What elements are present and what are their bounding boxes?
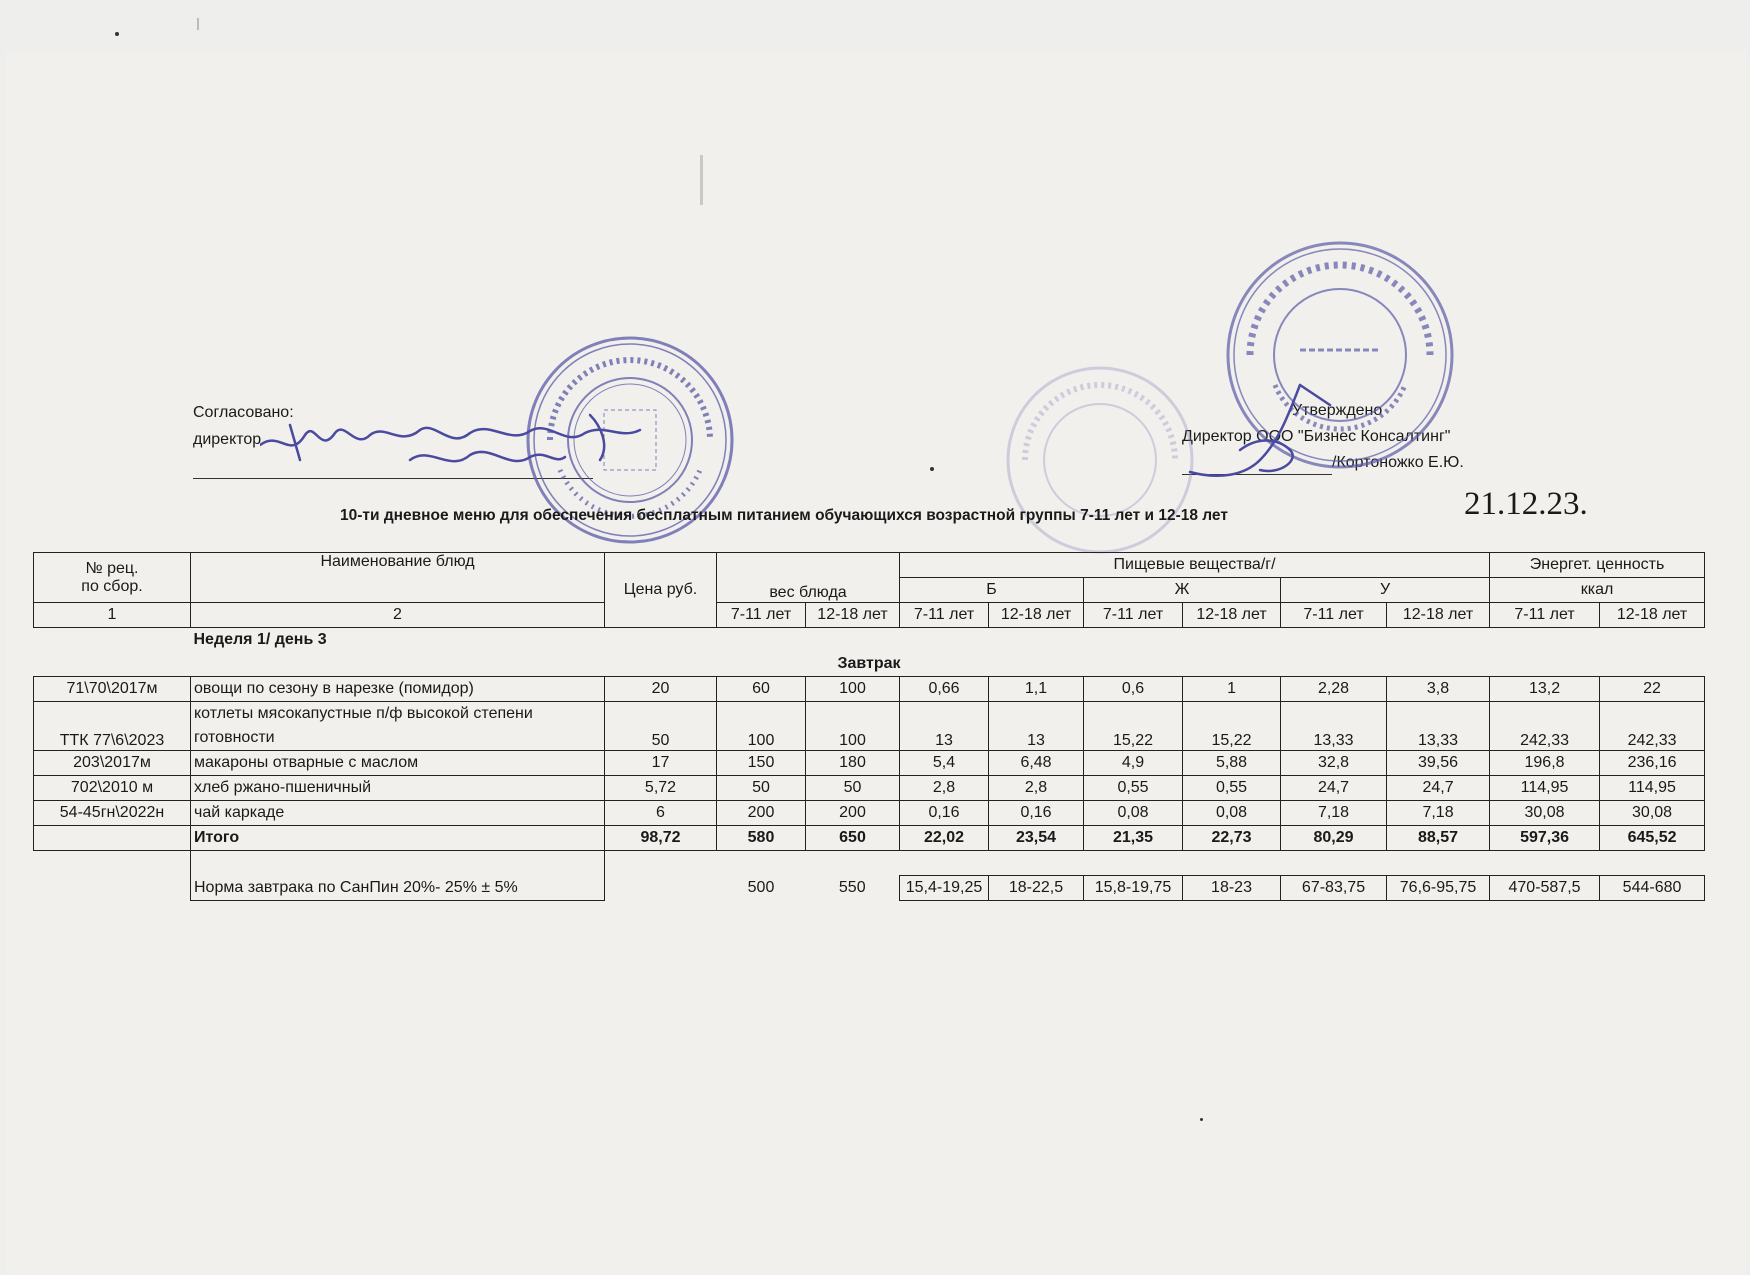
weight-old: 50 <box>806 776 900 801</box>
total-price: 98,72 <box>605 826 717 851</box>
table-row <box>34 776 1705 801</box>
total-kcal-young: 597,36 <box>1490 826 1600 851</box>
rec-number: 702\2010 м <box>34 776 191 801</box>
carbs-old: 7,18 <box>1387 801 1490 826</box>
table-row <box>34 801 1705 826</box>
header-col-1: 1 <box>34 603 191 628</box>
fat-old: 0,08 <box>1183 801 1281 826</box>
norm-carbs-young: 67-83,75 <box>1281 876 1387 901</box>
director-label: директор <box>193 431 262 448</box>
left-signature <box>260 405 660 485</box>
norm-weight-old: 550 <box>838 879 866 896</box>
carbs-old: 3,8 <box>1387 677 1490 702</box>
age-12-18-fat: 12-18 лет <box>1183 603 1281 628</box>
protein-old: 2,8 <box>989 776 1084 801</box>
table-row <box>34 677 1705 702</box>
fat-old: 5,88 <box>1183 751 1281 776</box>
kcal-young: 114,95 <box>1490 776 1600 801</box>
fat-old: 15,22 <box>1183 702 1281 751</box>
approved-by-label: Утверждено <box>1292 402 1383 419</box>
weight-old: 200 <box>806 801 900 826</box>
norm-label: Норма завтрака по СанПин 20%- 25% ± 5% <box>191 876 605 901</box>
fat-young: 4,9 <box>1084 751 1183 776</box>
scan-speck <box>1200 1118 1203 1121</box>
norm-protein-old: 18-22,5 <box>989 876 1084 901</box>
faint-stamp <box>1000 360 1200 560</box>
empty-cell <box>605 876 717 901</box>
carbs-young: 2,28 <box>1281 677 1387 702</box>
protein-old: 1,1 <box>989 677 1084 702</box>
fat-young: 0,6 <box>1084 677 1183 702</box>
scan-speck <box>197 18 199 30</box>
carbs-young: 7,18 <box>1281 801 1387 826</box>
weight-old: 100 <box>806 702 900 751</box>
price: 20 <box>605 677 717 702</box>
weight-old: 180 <box>806 751 900 776</box>
carbs-old: 39,56 <box>1387 751 1490 776</box>
meal-label: Завтрак <box>837 655 901 672</box>
header-carbs: У <box>1281 578 1490 603</box>
empty-cell <box>34 876 191 901</box>
carbs-old: 24,7 <box>1387 776 1490 801</box>
norm-carbs-old: 76,6-95,75 <box>1387 876 1490 901</box>
fat-young: 0,08 <box>1084 801 1183 826</box>
header-kcal: ккал <box>1490 578 1705 603</box>
table-row <box>34 702 1705 751</box>
age-7-11-fat: 7-11 лет <box>1084 603 1183 628</box>
rec-number: 71\70\2017м <box>34 677 191 702</box>
header-protein: Б <box>900 578 1084 603</box>
age-7-11-kcal: 7-11 лет <box>1490 603 1600 628</box>
norm-fat-young: 15,8-19,75 <box>1084 876 1183 901</box>
age-12-18-carbs: 12-18 лет <box>1387 603 1490 628</box>
fat-old: 0,55 <box>1183 776 1281 801</box>
total-fat-old: 22,73 <box>1183 826 1281 851</box>
rec-number: ТТК 77\6\2023 <box>34 702 191 751</box>
menu-table <box>33 552 1705 901</box>
total-kcal-old: 645,52 <box>1600 826 1705 851</box>
kcal-young: 30,08 <box>1490 801 1600 826</box>
scan-crease <box>700 155 703 205</box>
total-carbs-young: 80,29 <box>1281 826 1387 851</box>
weight-young: 200 <box>717 801 806 826</box>
norm-kcal-old: 544-680 <box>1600 876 1705 901</box>
age-7-11-protein: 7-11 лет <box>900 603 989 628</box>
kcal-old: 22 <box>1600 677 1705 702</box>
norm-weight-young: 500 <box>747 879 775 896</box>
header-rec-number <box>34 553 191 603</box>
header-rec-line1: № рец. <box>85 559 139 577</box>
protein-young: 5,4 <box>900 751 989 776</box>
header-dish-name: Наименование блюд <box>191 553 605 603</box>
menu-title: 10-ти дневное меню для обеспечения бесплатным питанием обучающихся возрастной группы 7-11 лет и 12-18 лет <box>340 507 1228 524</box>
handwritten-date: 21.12.23. <box>1464 486 1588 522</box>
age-7-11-carbs: 7-11 лет <box>1281 603 1387 628</box>
protein-young: 0,66 <box>900 677 989 702</box>
protein-young: 2,8 <box>900 776 989 801</box>
price: 50 <box>605 702 717 751</box>
carbs-young: 32,8 <box>1281 751 1387 776</box>
weight-young: 150 <box>717 751 806 776</box>
total-weight-old: 650 <box>806 826 900 851</box>
header-energy: Энергет. ценность <box>1490 553 1705 578</box>
empty-cell <box>605 628 1705 653</box>
norm-row <box>34 876 1705 901</box>
director-org-label: Директор ООО "Бизнес Консалтинг" <box>1182 428 1451 445</box>
weight-young: 100 <box>717 702 806 751</box>
kcal-old: 114,95 <box>1600 776 1705 801</box>
age-7-11-weight: 7-11 лет <box>717 603 806 628</box>
right-signature <box>1180 380 1340 490</box>
kcal-old: 236,16 <box>1600 751 1705 776</box>
weight-young: 60 <box>717 677 806 702</box>
total-fat-young: 21,35 <box>1084 826 1183 851</box>
kcal-young: 242,33 <box>1490 702 1600 751</box>
total-carbs-old: 88,57 <box>1387 826 1490 851</box>
kcal-young: 196,8 <box>1490 751 1600 776</box>
rec-number: 54-45гн\2022н <box>34 801 191 826</box>
total-protein-young: 22,02 <box>900 826 989 851</box>
carbs-young: 13,33 <box>1281 702 1387 751</box>
dish-name: чай каркаде <box>191 801 605 826</box>
empty-cell <box>34 826 191 851</box>
dish-name: котлеты мясокапустные п/ф высокой степени готовности <box>191 702 605 751</box>
protein-old: 6,48 <box>989 751 1084 776</box>
weight-young: 50 <box>717 776 806 801</box>
total-protein-old: 23,54 <box>989 826 1084 851</box>
carbs-young: 24,7 <box>1281 776 1387 801</box>
protein-old: 0,16 <box>989 801 1084 826</box>
approved-label: Согласовано: <box>193 404 294 421</box>
kcal-old: 30,08 <box>1600 801 1705 826</box>
header-col-2: 2 <box>191 603 605 628</box>
age-12-18-protein: 12-18 лет <box>989 603 1084 628</box>
kcal-old: 242,33 <box>1600 702 1705 751</box>
protein-young: 0,16 <box>900 801 989 826</box>
empty-cell <box>34 628 191 653</box>
empty-cell <box>191 851 605 876</box>
norm-kcal-young: 470-587,5 <box>1490 876 1600 901</box>
total-label: Итого <box>191 826 605 851</box>
dish-name: овощи по сезону в нарезке (помидор) <box>191 677 605 702</box>
protein-young: 13 <box>900 702 989 751</box>
protein-old: 13 <box>989 702 1084 751</box>
age-12-18-kcal: 12-18 лет <box>1600 603 1705 628</box>
header-fat: Ж <box>1084 578 1281 603</box>
kcal-young: 13,2 <box>1490 677 1600 702</box>
header-weight: вес блюда <box>717 553 900 603</box>
price: 17 <box>605 751 717 776</box>
header-nutrients: Пищевые вещества/г/ <box>900 553 1490 578</box>
header-price: Цена руб. <box>605 553 717 628</box>
carbs-old: 13,33 <box>1387 702 1490 751</box>
age-12-18-weight: 12-18 лет <box>806 603 900 628</box>
header-rec-line2: по сбор. <box>81 577 143 595</box>
price: 5,72 <box>605 776 717 801</box>
norm-protein-young: 15,4-19,25 <box>900 876 989 901</box>
table-row <box>34 751 1705 776</box>
scan-speck <box>930 467 934 471</box>
total-row <box>34 826 1705 851</box>
dish-name: макароны отварные с маслом <box>191 751 605 776</box>
scan-speck <box>115 32 119 36</box>
empty-cell <box>605 851 1705 876</box>
norm-fat-old: 18-23 <box>1183 876 1281 901</box>
price: 6 <box>605 801 717 826</box>
weight-old: 100 <box>806 677 900 702</box>
week-day-label: Неделя 1/ день 3 <box>193 631 327 648</box>
dish-name: хлеб ржано-пшеничный <box>191 776 605 801</box>
director-name: /Кортоножко Е.Ю. <box>1332 454 1464 471</box>
fat-old: 1 <box>1183 677 1281 702</box>
empty-cell <box>34 851 191 876</box>
fat-young: 0,55 <box>1084 776 1183 801</box>
rec-number: 203\2017м <box>34 751 191 776</box>
total-weight-young: 580 <box>717 826 806 851</box>
fat-young: 15,22 <box>1084 702 1183 751</box>
